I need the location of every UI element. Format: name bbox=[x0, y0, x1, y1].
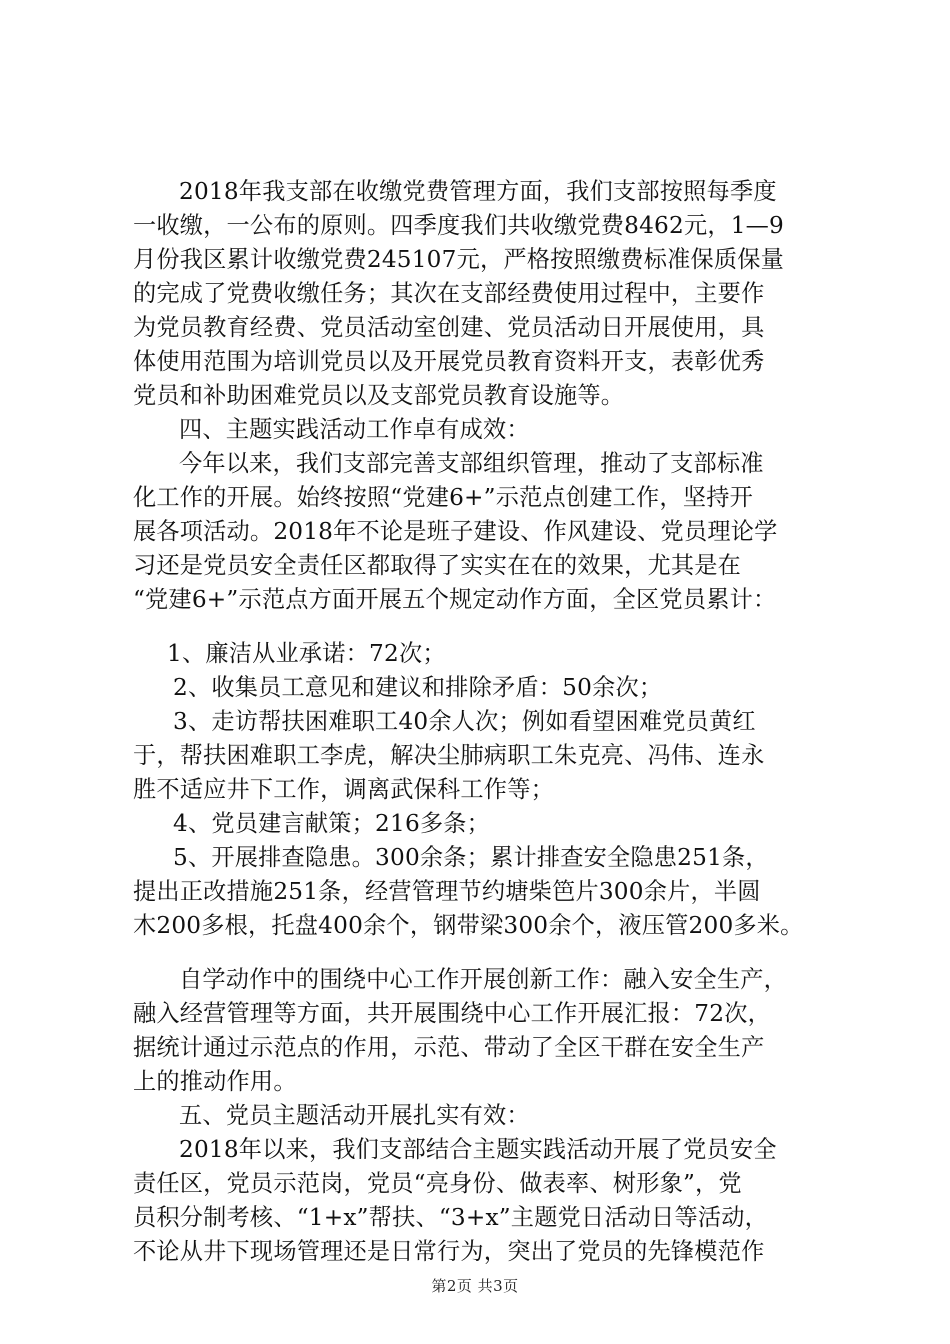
paragraph-line: 为党员教育经费、党员活动室创建、党员活动日开展使用，具 bbox=[133, 314, 765, 341]
paragraph-line: 的完成了党费收缴任务；其次在支部经费使用过程中，主要作 bbox=[133, 280, 765, 307]
paragraph-line: “党建6+”示范点方面开展五个规定动作方面，全区党员累计： bbox=[133, 586, 777, 613]
list-item: 5、开展排查隐患。300余条；累计排查安全隐患251条， bbox=[173, 844, 769, 871]
page-footer: 第2页 共3页 bbox=[431, 1277, 519, 1295]
paragraph-line: 不论从井下现场管理还是日常行为，突出了党员的先锋模范作 bbox=[133, 1238, 765, 1265]
paragraph-line: 员积分制考核、“1+x”帮扶、“3+x”主题党日活动日等活动， bbox=[133, 1204, 769, 1231]
list-item: 3、走访帮扶困难职工40余人次；例如看望困难党员黄红 bbox=[173, 708, 756, 735]
paragraph-line: 一收缴，一公布的原则。四季度我们共收缴党费8462元，1—9 bbox=[133, 212, 785, 239]
document-body bbox=[133, 175, 845, 1269]
list-item: 1、廉洁从业承诺：72次； bbox=[167, 640, 446, 667]
paragraph-line: 自学动作中的围绕中心工作开展创新工作：融入安全生产， bbox=[179, 966, 788, 993]
list-item: 2、收集员工意见和建议和排除矛盾：50余次； bbox=[173, 674, 663, 701]
paragraph-line: 月份我区累计收缴党费245107元，严格按照缴费标准保质保量 bbox=[133, 246, 785, 273]
section-heading: 五、党员主题活动开展扎实有效： bbox=[179, 1102, 530, 1129]
paragraph-line: 提出正改措施251条，经营管理节约塘柴笆片300余片，半圆 bbox=[133, 878, 761, 905]
paragraph-line: 2018年以来，我们支部结合主题实践活动开展了党员安全 bbox=[179, 1136, 777, 1163]
paragraph-line: 化工作的开展。始终按照“党建6+”示范点创建工作，坚持开 bbox=[133, 484, 753, 511]
paragraph-line: 胜不适应井下工作，调离武保科工作等； bbox=[133, 776, 554, 803]
paragraph-gap bbox=[133, 617, 845, 637]
paragraph-line: 今年以来，我们支部完善支部组织管理，推动了支部标准 bbox=[179, 450, 764, 477]
paragraph-line: 融入经营管理等方面，共开展围绕中心工作开展汇报：72次， bbox=[133, 1000, 771, 1027]
section-heading: 四、主题实践活动工作卓有成效： bbox=[179, 416, 530, 443]
paragraph-line: 体使用范围为培训党员以及开展党员教育资料开支，表彰优秀 bbox=[133, 348, 765, 375]
paragraph-gap bbox=[133, 943, 845, 963]
paragraph-line: 木200多根，托盘400余个，钢带梁300余个，液压管200多米。 bbox=[133, 912, 804, 939]
paragraph-line: 于，帮扶困难职工李虎，解决尘肺病职工朱克亮、冯伟、连永 bbox=[133, 742, 765, 769]
paragraph-line: 2018年我支部在收缴党费管理方面，我们支部按照每季度 bbox=[179, 178, 777, 205]
list-item: 4、党员建言献策；216多条； bbox=[173, 810, 491, 837]
paragraph-line: 习还是党员安全责任区都取得了实实在在的效果，尤其是在 bbox=[133, 552, 742, 579]
paragraph-line: 责任区，党员示范岗，党员“亮身份、做表率、树形象”，党 bbox=[133, 1170, 742, 1197]
paragraph-line: 展各项活动。2018年不论是班子建设、作风建设、党员理论学 bbox=[133, 518, 778, 545]
paragraph-line: 上的推动作用。 bbox=[133, 1068, 297, 1095]
paragraph-line: 据统计通过示范点的作用，示范、带动了全区干群在安全生产 bbox=[133, 1034, 765, 1061]
paragraph-line: 党员和补助困难党员以及支部党员教育设施等。 bbox=[133, 382, 625, 409]
